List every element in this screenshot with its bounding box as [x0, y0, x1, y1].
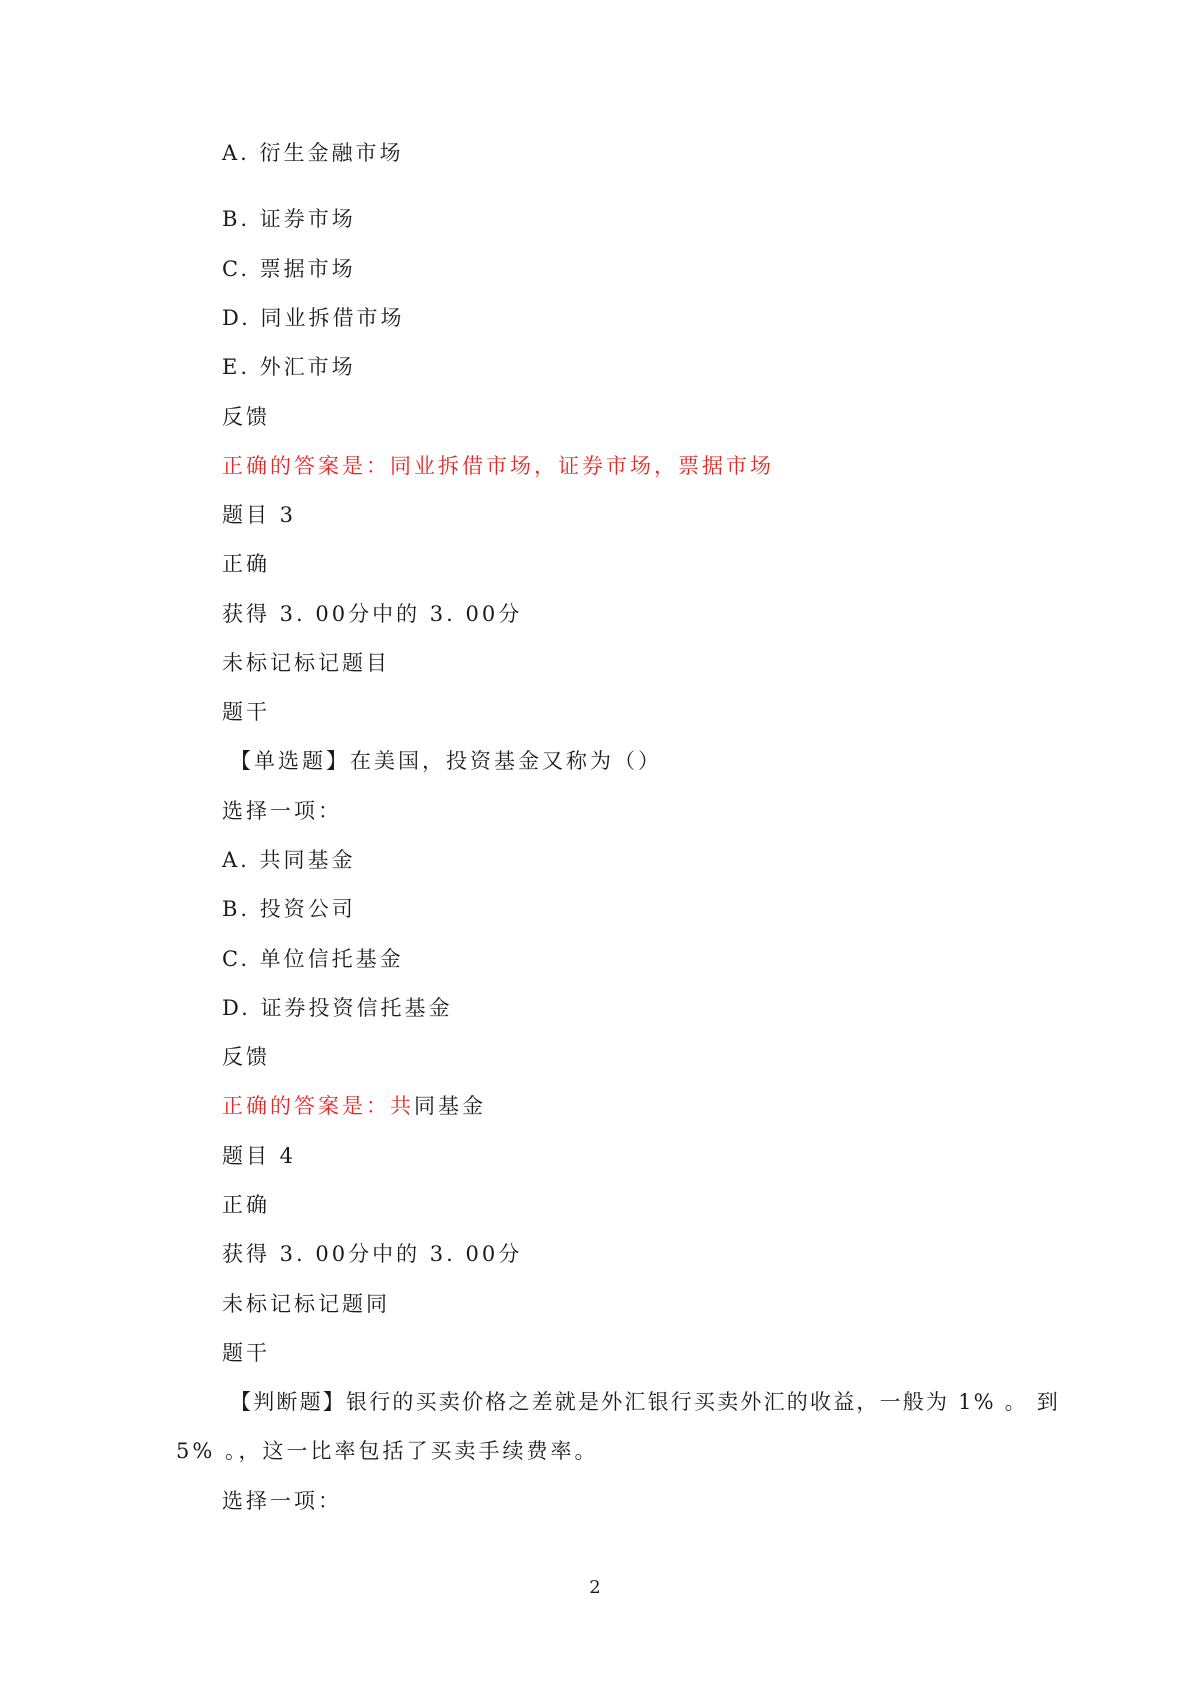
q4-stem-label: 题干 [222, 1341, 270, 1365]
q3-feedback-label: 反馈 [222, 1045, 270, 1069]
q3-prompt: 选择一项： [222, 799, 342, 823]
q4-flag: 未标记标记题同 [222, 1292, 390, 1316]
q4-stem-line2: 5% 。，这一比率包括了买卖手续费率。 [176, 1439, 599, 1463]
q4-prompt: 选择一项： [222, 1489, 342, 1513]
q2-option-d: D. 同业拆借市场 [222, 306, 405, 330]
q3-answer-rest: 同基金 [414, 1094, 486, 1118]
q4-stem-line1: 【判断题】银行的买卖价格之差就是外汇银行买卖外汇的收益，一般为 1% 。 到 [230, 1390, 1060, 1414]
q3-correct-answer [222, 1093, 486, 1119]
q3-stem-label: 题干 [222, 700, 270, 724]
q2-option-b: B. 证券市场 [222, 207, 356, 231]
q3-stem: 【单选题】在美国，投资基金又称为（） [230, 749, 662, 773]
q3-option-a: A. 共同基金 [222, 848, 356, 872]
q4-status: 正确 [222, 1193, 270, 1217]
q2-option-c: C. 票据市场 [222, 257, 356, 281]
q3-option-b: B. 投资公司 [222, 897, 356, 921]
q3-answer-red: 正确的答案是：共 [222, 1094, 414, 1118]
q3-status: 正确 [222, 552, 270, 576]
q2-correct-answer: 正确的答案是：同业拆借市场，证券市场，票据市场 [222, 454, 774, 478]
q2-option-a: A. 衍生金融市场 [222, 141, 404, 165]
q4-score: 获得 3. 00分中的 3. 00分 [222, 1242, 523, 1266]
q4-title: 题目 4 [222, 1144, 297, 1168]
q2-option-e: E. 外汇市场 [222, 355, 356, 379]
q3-score: 获得 3. 00分中的 3. 00分 [222, 602, 523, 626]
q3-option-c: C. 单位信托基金 [222, 947, 404, 971]
q2-feedback-label: 反馈 [222, 405, 270, 429]
q3-flag: 未标记标记题目 [222, 651, 390, 675]
q3-option-d: D. 证券投资信托基金 [222, 996, 453, 1020]
page-number: 2 [589, 1577, 601, 1598]
q3-title: 题目 3 [222, 503, 297, 527]
